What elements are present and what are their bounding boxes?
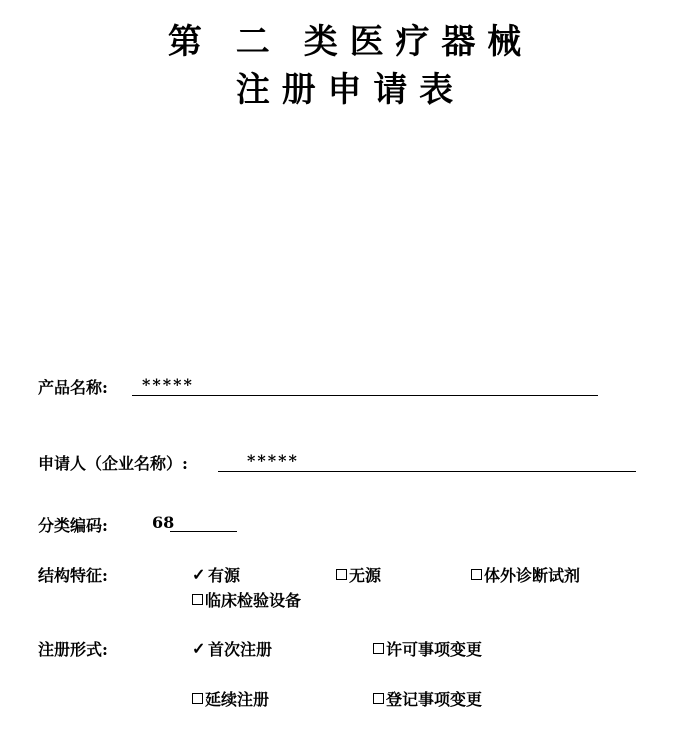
registration-option-first[interactable] (192, 637, 272, 660)
checkbox-icon (471, 569, 482, 580)
form-title-line2: 注 册 申 请 表 (235, 70, 454, 110)
registration-label: 注册形式: (38, 640, 108, 659)
structure-option-ivd-reagent[interactable] (471, 563, 580, 586)
checkbox-icon (373, 643, 384, 654)
applicant-underline (218, 471, 636, 472)
applicant-label: 申请人（企业名称）: (38, 454, 188, 473)
structure-option-label: 体外诊断试剂 (484, 566, 581, 585)
applicant-value: ***** (247, 451, 299, 470)
checkmark-icon: ✓ (192, 565, 206, 584)
classification-label: 分类编码: (38, 516, 108, 535)
registration-option-label: 延续注册 (205, 690, 270, 709)
product-name-underline (132, 395, 598, 396)
checkmark-icon: ✓ (192, 639, 206, 658)
checkbox-icon (192, 594, 203, 605)
registration-option-renewal[interactable] (192, 687, 269, 710)
structure-label: 结构特征: (38, 566, 108, 585)
product-name-label: 产品名称: (38, 378, 108, 397)
classification-value: 68 (152, 513, 175, 532)
structure-option-label: 有源 (208, 566, 241, 585)
classification-underline (170, 531, 237, 532)
structure-option-clinical-lab-equipment[interactable] (192, 588, 301, 611)
checkbox-icon (336, 569, 347, 580)
form-title-line1: 第 二 类 医 疗 器 械 (167, 22, 522, 62)
registration-option-record-change[interactable] (373, 687, 482, 710)
registration-option-label: 首次注册 (208, 640, 273, 659)
registration-option-license-change[interactable] (373, 637, 482, 660)
structure-option-active[interactable] (192, 563, 240, 586)
product-name-value: ***** (142, 375, 194, 394)
checkbox-icon (192, 693, 203, 704)
registration-option-label: 登记事项变更 (386, 690, 483, 709)
structure-option-passive[interactable] (336, 563, 381, 586)
structure-option-label: 无源 (349, 566, 382, 585)
checkbox-icon (373, 693, 384, 704)
registration-option-label: 许可事项变更 (386, 640, 483, 659)
structure-option-label: 临床检验设备 (205, 591, 302, 610)
